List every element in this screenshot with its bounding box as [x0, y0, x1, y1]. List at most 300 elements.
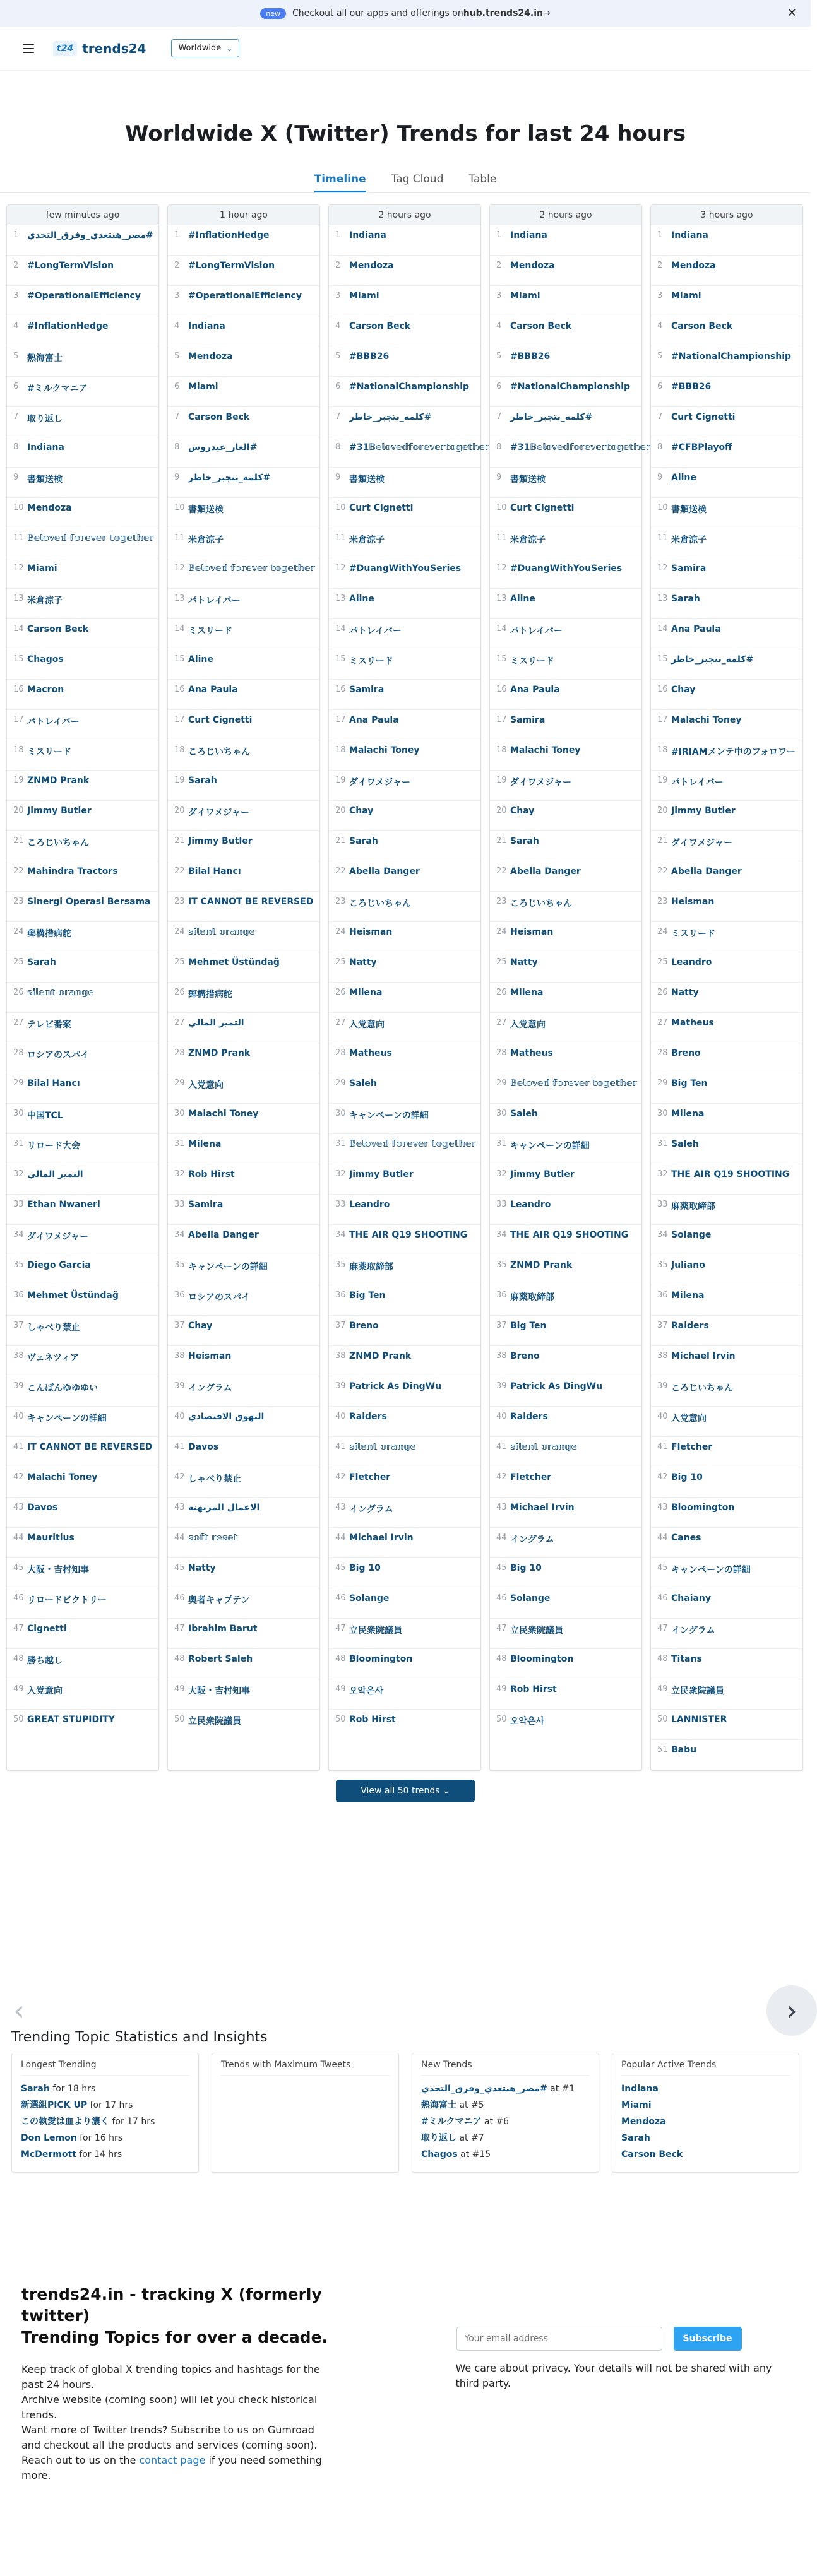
- trend-link[interactable]: Abella Danger: [510, 866, 581, 877]
- trend-link[interactable]: كلمه_بتجبر_خاطر#: [671, 654, 754, 665]
- trend-link[interactable]: Carson Beck: [671, 321, 733, 331]
- trend-link[interactable]: Mehmet Üstündağ: [188, 957, 280, 967]
- trend-link[interactable]: مصر_هنتعدي_وفرق_التحدي#: [421, 2084, 547, 2094]
- trend-link[interactable]: 米倉涼子: [510, 535, 546, 545]
- trend-link[interactable]: Samira: [188, 1200, 224, 1210]
- trend-link[interactable]: Jimmy Butler: [188, 836, 253, 846]
- trend-link[interactable]: Davos: [188, 1442, 219, 1452]
- trend-link[interactable]: Aline: [671, 473, 696, 483]
- tab-timeline[interactable]: Timeline: [314, 173, 366, 192]
- trend-link[interactable]: 入党意向: [349, 1020, 385, 1030]
- trend-link[interactable]: Michael Irvin: [510, 1503, 575, 1513]
- trend-link[interactable]: IT CANNOT BE REVERSED: [188, 897, 314, 907]
- trend-link[interactable]: #OperationalEfficiency: [188, 291, 302, 301]
- trend-link[interactable]: #BBB26: [349, 352, 390, 362]
- trend-link[interactable]: Ana Paula: [349, 715, 399, 725]
- trend-link[interactable]: Bilal Hancı: [188, 866, 241, 877]
- trend-link[interactable]: Curt Cignetti: [510, 503, 575, 513]
- trend-link[interactable]: Milena: [671, 1109, 705, 1119]
- trend-row: [490, 1710, 641, 1740]
- trend-link[interactable]: リロード大会: [27, 1141, 80, 1151]
- trend-link[interactable]: Mendoza: [621, 2117, 666, 2127]
- trend-link[interactable]: THE AIR Q19 SHOOTING: [671, 1169, 790, 1179]
- trend-link[interactable]: Matheus: [510, 1048, 553, 1058]
- trend-link[interactable]: キャンペーンの詳細: [27, 1414, 107, 1424]
- trend-link[interactable]: 𝔹𝕖𝕝𝕠𝕧𝕖𝕕 𝕗𝕠𝕣𝕖𝕧𝕖𝕣 𝕥𝕠𝕘𝕖𝕥𝕙𝕖𝕣: [510, 1078, 637, 1089]
- view-all-button[interactable]: [336, 1780, 475, 1802]
- trend-link[interactable]: ころじいちゃん: [510, 899, 572, 909]
- trend-link[interactable]: Breno: [671, 1048, 701, 1058]
- trend-row: [651, 498, 802, 528]
- trend-link[interactable]: مصر_هنتعدي_وفرق_التحدي#: [27, 230, 153, 240]
- trend-link[interactable]: 書類送検: [27, 475, 63, 485]
- trend-link[interactable]: Rob Hirst: [349, 1715, 396, 1725]
- trend-link[interactable]: 米倉涼子: [671, 535, 707, 545]
- trend-link[interactable]: Chaiany: [671, 1593, 712, 1604]
- trend-link[interactable]: Natty: [188, 1563, 216, 1573]
- stat-detail: at #7: [456, 2133, 484, 2143]
- trend-link[interactable]: Sarah: [188, 776, 217, 786]
- trend-rank: 10: [657, 503, 668, 512]
- trend-link[interactable]: ロシアのスパイ: [27, 1050, 89, 1060]
- trend-link[interactable]: Breno: [510, 1351, 540, 1361]
- trend-link[interactable]: Milena: [188, 1139, 222, 1149]
- trend-link[interactable]: Macron: [27, 685, 64, 695]
- trend-link[interactable]: イングラム: [510, 1535, 554, 1545]
- trend-link[interactable]: 麻薬取締部: [349, 1262, 393, 1272]
- trend-link[interactable]: #31𝔹𝕖𝕝𝕠𝕧𝕖𝕕𝕗𝕠𝕣𝕖𝕧𝕖𝕣𝕥𝕠𝕘𝕖𝕥𝕙𝕖𝕣: [349, 442, 490, 452]
- banner-link[interactable]: hub.trends24.in: [463, 8, 543, 18]
- trend-link[interactable]: Sarah: [21, 2084, 50, 2094]
- trend-link[interactable]: Ana Paula: [671, 624, 721, 634]
- trend-link[interactable]: Babu: [671, 1745, 697, 1755]
- trend-link[interactable]: Big Ten: [510, 1321, 547, 1331]
- trend-link[interactable]: 取り返し: [27, 414, 63, 424]
- trend-link[interactable]: 熱海富士: [27, 353, 63, 363]
- trend-rank: 50: [335, 1715, 346, 1724]
- logo-icon[interactable]: t24: [53, 41, 77, 56]
- trend-link[interactable]: Milena: [349, 988, 383, 998]
- trend-link[interactable]: Solange: [510, 1593, 551, 1604]
- trend-link[interactable]: Sinergi Operasi Bersama: [27, 897, 151, 907]
- trend-link[interactable]: ミスリード: [27, 747, 71, 757]
- trend-link[interactable]: キャンペーンの詳細: [510, 1141, 590, 1151]
- trend-link[interactable]: Sarah: [621, 2133, 650, 2143]
- trend-link[interactable]: 取り返し: [421, 2133, 456, 2143]
- hamburger-menu-icon[interactable]: [23, 44, 34, 53]
- trend-link[interactable]: 熱海富士: [421, 2100, 456, 2110]
- trend-link[interactable]: 立民衆院議員: [188, 1716, 241, 1727]
- trend-link[interactable]: Big 10: [671, 1472, 703, 1482]
- trend-link[interactable]: Mahindra Tractors: [27, 866, 118, 877]
- trend-link[interactable]: リロードビクトリー: [27, 1595, 107, 1605]
- trend-link[interactable]: イングラム: [188, 1383, 232, 1393]
- trend-link[interactable]: 𝕤𝕚𝕝𝕖𝕟𝕥 𝕠𝕣𝕒𝕟𝕘𝕖: [510, 1442, 577, 1452]
- trend-rank: 38: [657, 1351, 668, 1361]
- trend-link[interactable]: Miami: [27, 564, 57, 574]
- trend-link[interactable]: Miami: [188, 382, 218, 392]
- trend-link[interactable]: Davos: [27, 1503, 58, 1513]
- trend-link[interactable]: Jimmy Butler: [510, 1169, 575, 1179]
- trend-link[interactable]: GREAT STUPIDITY: [27, 1715, 115, 1725]
- trend-row: [7, 1498, 158, 1528]
- trend-link[interactable]: #OperationalEfficiency: [27, 291, 141, 301]
- trend-link[interactable]: 入党意向: [188, 1080, 224, 1090]
- trend-link[interactable]: Abella Danger: [671, 866, 742, 877]
- tab-tag-cloud[interactable]: Tag Cloud: [391, 173, 444, 186]
- trend-link[interactable]: Jimmy Butler: [27, 806, 92, 816]
- trend-link[interactable]: Matheus: [349, 1048, 392, 1058]
- trend-link[interactable]: 立民衆院議員: [510, 1626, 563, 1636]
- trend-link[interactable]: #DuangWithYouSeries: [510, 564, 623, 574]
- trend-link[interactable]: Chay: [671, 685, 696, 695]
- trend-link[interactable]: 米倉涼子: [188, 535, 224, 545]
- trend-link[interactable]: #NationalChampionship: [671, 352, 792, 362]
- trend-link[interactable]: 𝕤𝕚𝕝𝕖𝕟𝕥 𝕠𝕣𝕒𝕟𝕘𝕖: [349, 1442, 416, 1452]
- stat-line: [421, 2130, 590, 2146]
- trend-link[interactable]: Bilal Hancı: [27, 1078, 80, 1089]
- trend-link[interactable]: 立民衆院議員: [671, 1686, 724, 1696]
- trend-link[interactable]: Fletcher: [671, 1442, 713, 1452]
- trend-link[interactable]: 書類送検: [671, 505, 707, 515]
- trend-link[interactable]: Mendoza: [188, 352, 233, 362]
- email-input[interactable]: [456, 2327, 662, 2351]
- trend-link[interactable]: Natty: [510, 957, 538, 967]
- trend-link[interactable]: ミスリード: [510, 656, 554, 666]
- trend-link[interactable]: 中国TCL: [27, 1111, 63, 1121]
- trend-link[interactable]: イングラム: [349, 1504, 393, 1515]
- trend-link[interactable]: ZNMD Prank: [349, 1351, 412, 1361]
- trend-link[interactable]: Mendoza: [671, 261, 716, 271]
- trend-link[interactable]: 米倉涼子: [349, 535, 385, 545]
- trend-link[interactable]: ダイワメジャー: [27, 1232, 89, 1242]
- trend-link[interactable]: Indiana: [671, 230, 708, 240]
- trend-link[interactable]: パトレイバー: [510, 626, 563, 636]
- trend-link[interactable]: Miami: [621, 2100, 652, 2110]
- trend-link[interactable]: Ana Paula: [188, 685, 238, 695]
- trend-link[interactable]: كلمه_بتجبر_خاطر#: [510, 412, 593, 422]
- trend-link[interactable]: 入党意向: [510, 1020, 546, 1030]
- trend-link[interactable]: Carson Beck: [188, 412, 250, 422]
- trend-link[interactable]: Mehmet Üstündağ: [27, 1291, 119, 1301]
- trend-link[interactable]: Miami: [349, 291, 379, 301]
- trend-link[interactable]: التمير المالي: [27, 1169, 83, 1179]
- trend-rank: 49: [496, 1684, 507, 1694]
- trend-link[interactable]: Matheus: [671, 1018, 714, 1028]
- trend-link[interactable]: Big Ten: [671, 1078, 708, 1089]
- trend-link[interactable]: 入党意向: [27, 1686, 63, 1696]
- trend-link[interactable]: Jimmy Butler: [349, 1169, 414, 1179]
- trend-link[interactable]: Curt Cignetti: [188, 715, 253, 725]
- trend-link[interactable]: 奥者キャプテン: [188, 1595, 250, 1605]
- trend-link[interactable]: Chagos: [27, 654, 64, 665]
- trend-link[interactable]: Leandro: [671, 957, 712, 967]
- trend-link[interactable]: イングラム: [671, 1626, 715, 1636]
- trend-link[interactable]: Bloomington: [671, 1503, 735, 1513]
- trend-link[interactable]: 書類送検: [510, 475, 546, 485]
- trend-link[interactable]: Big Ten: [349, 1291, 386, 1301]
- trend-link[interactable]: しゃべり禁止: [27, 1323, 80, 1333]
- trend-link[interactable]: ころじいちゃん: [671, 1383, 733, 1393]
- trend-link[interactable]: LANNISTER: [671, 1715, 727, 1725]
- trend-link[interactable]: IT CANNOT BE REVERSED: [27, 1442, 153, 1452]
- trend-link[interactable]: Robert Saleh: [188, 1654, 253, 1664]
- trend-link[interactable]: Heisman: [671, 897, 715, 907]
- trend-rank: 4: [174, 321, 180, 331]
- trend-link[interactable]: Natty: [671, 988, 699, 998]
- trend-link[interactable]: ころじいちゃん: [188, 747, 250, 757]
- trend-link[interactable]: Samira: [510, 715, 546, 725]
- trend-link[interactable]: McDermott: [21, 2149, 76, 2159]
- trend-link[interactable]: Carson Beck: [510, 321, 572, 331]
- trend-link[interactable]: #InflationHedge: [27, 321, 109, 331]
- trend-link[interactable]: キャンペーンの詳細: [188, 1262, 268, 1272]
- trend-link[interactable]: 𝔹𝕖𝕝𝕠𝕧𝕖𝕕 𝕗𝕠𝕣𝕖𝕧𝕖𝕣 𝕥𝕠𝕘𝕖𝕥𝕙𝕖𝕣: [188, 564, 315, 574]
- trend-link[interactable]: Carson Beck: [621, 2149, 683, 2159]
- trend-link[interactable]: Juliano: [671, 1260, 705, 1270]
- trend-link[interactable]: #LongTermVision: [188, 261, 275, 271]
- trend-link[interactable]: الاعمال المرتهنه: [188, 1503, 260, 1513]
- trend-link[interactable]: ロシアのスパイ: [188, 1292, 250, 1303]
- trend-link[interactable]: 郵構措病舵: [27, 929, 71, 939]
- trend-link[interactable]: ころじいちゃん: [27, 838, 89, 848]
- trend-link[interactable]: #BBB26: [510, 352, 551, 362]
- trend-link[interactable]: Don Lemon: [21, 2133, 77, 2143]
- footer-heading-line1: trends24.in - tracking X (formerly twitter): [21, 2285, 322, 2325]
- trend-link[interactable]: Carson Beck: [349, 321, 411, 331]
- trend-link[interactable]: ZNMD Prank: [27, 776, 90, 786]
- trend-link[interactable]: #InflationHedge: [188, 230, 270, 240]
- trend-link[interactable]: Breno: [349, 1321, 379, 1331]
- trend-link[interactable]: كلمه_بتجبر_خاطر#: [188, 473, 271, 483]
- trend-link[interactable]: Ana Paula: [510, 685, 560, 695]
- trend-link[interactable]: Patrick As DingWu: [510, 1381, 603, 1391]
- trend-link[interactable]: 米倉涼子: [27, 596, 63, 606]
- trend-link[interactable]: Raiders: [349, 1412, 387, 1422]
- region-select[interactable]: [171, 39, 239, 57]
- trend-link[interactable]: Heisman: [510, 927, 554, 937]
- trend-link[interactable]: 오악은사: [510, 1716, 545, 1727]
- trend-link[interactable]: Malachi Toney: [349, 745, 420, 755]
- trend-link[interactable]: Saleh: [349, 1078, 377, 1089]
- trend-link[interactable]: Sarah: [671, 594, 700, 604]
- trend-link[interactable]: Aline: [349, 594, 374, 604]
- trend-link[interactable]: しゃべり禁止: [188, 1474, 241, 1484]
- trend-link[interactable]: パトレイバー: [27, 717, 80, 727]
- trend-link[interactable]: #IRIAMメンテ中のフォロワー: [671, 747, 796, 757]
- trend-link[interactable]: 𝕤𝕠𝕗𝕥 𝕣𝕖𝕤𝕖𝕥: [188, 1533, 238, 1543]
- trend-link[interactable]: Mendoza: [510, 261, 555, 271]
- trend-row: [7, 1255, 158, 1285]
- trend-link[interactable]: Sarah: [349, 836, 378, 846]
- trend-link[interactable]: Chagos: [421, 2149, 458, 2159]
- trend-link[interactable]: ZNMD Prank: [510, 1260, 573, 1270]
- trend-link[interactable]: Indiana: [621, 2084, 659, 2094]
- logo-text[interactable]: trends24: [82, 40, 146, 56]
- trend-link[interactable]: Patrick As DingWu: [349, 1381, 442, 1391]
- trend-link[interactable]: THE AIR Q19 SHOOTING: [349, 1230, 468, 1240]
- trend-link[interactable]: ZNMD Prank: [188, 1048, 251, 1058]
- trend-link[interactable]: 郵構措病舵: [188, 990, 232, 1000]
- trend-link[interactable]: Raiders: [671, 1321, 709, 1331]
- trend-link[interactable]: THE AIR Q19 SHOOTING: [510, 1230, 629, 1240]
- trend-link[interactable]: Leandro: [510, 1200, 551, 1210]
- trend-link[interactable]: #BBB26: [671, 382, 712, 392]
- trend-link[interactable]: ミスリード: [671, 929, 715, 939]
- trend-link[interactable]: 𝕤𝕚𝕝𝕖𝕟𝕥 𝕠𝕣𝕒𝕟𝕘𝕖: [188, 927, 255, 937]
- trend-link[interactable]: Malachi Toney: [188, 1109, 259, 1119]
- trend-link[interactable]: Solange: [671, 1230, 712, 1240]
- subscribe-button[interactable]: Subscribe: [674, 2327, 742, 2351]
- trend-link[interactable]: Malachi Toney: [27, 1472, 98, 1482]
- trend-link[interactable]: Chay: [510, 806, 535, 816]
- trend-link[interactable]: 立民衆院議員: [349, 1626, 402, 1636]
- trend-link[interactable]: التمير المالي: [188, 1018, 244, 1028]
- trend-link[interactable]: 入党意向: [671, 1414, 707, 1424]
- trend-link[interactable]: Indiana: [188, 321, 225, 331]
- trend-link[interactable]: Canes: [671, 1533, 701, 1543]
- trend-link[interactable]: كلمه_بتجبر_خاطر#: [349, 412, 432, 422]
- trend-link[interactable]: Fletcher: [510, 1472, 552, 1482]
- trend-link[interactable]: 勝ち越し: [27, 1656, 63, 1666]
- trend-link[interactable]: #ミルクマニア: [27, 384, 88, 394]
- trend-link[interactable]: ダイワメジャー: [349, 777, 411, 788]
- trend-link[interactable]: Big 10: [510, 1563, 542, 1573]
- trend-link[interactable]: 麻薬取締部: [671, 1202, 715, 1212]
- trend-link[interactable]: Abella Danger: [349, 866, 420, 877]
- trend-link[interactable]: Mauritius: [27, 1533, 75, 1543]
- trend-link[interactable]: Milena: [510, 988, 544, 998]
- trend-link[interactable]: ダイワメジャー: [188, 808, 250, 818]
- trend-link[interactable]: النهوق الاقتصادي: [188, 1412, 265, 1422]
- trend-link[interactable]: 新選組PICK UP: [21, 2100, 88, 2110]
- trend-link[interactable]: Mendoza: [27, 503, 72, 513]
- trend-row: [490, 740, 641, 771]
- trend-link[interactable]: Curt Cignetti: [671, 412, 736, 422]
- trend-link[interactable]: パトレイバー: [671, 777, 724, 788]
- next-arrow-icon[interactable]: ›: [766, 1985, 817, 2036]
- trend-link[interactable]: Fletcher: [349, 1472, 391, 1482]
- trend-link[interactable]: #ミルクマニア: [421, 2117, 482, 2127]
- trend-link[interactable]: Malachi Toney: [510, 745, 581, 755]
- trend-link[interactable]: Heisman: [349, 927, 393, 937]
- trend-link[interactable]: Abella Danger: [188, 1230, 259, 1240]
- trend-link[interactable]: Mendoza: [349, 261, 394, 271]
- trend-link[interactable]: #DuangWithYouSeries: [349, 564, 462, 574]
- trend-link[interactable]: 오악은사: [349, 1686, 384, 1696]
- trend-link[interactable]: 大阪・吉村知事: [188, 1686, 250, 1696]
- trend-link[interactable]: Rob Hirst: [188, 1169, 235, 1179]
- trend-link[interactable]: パトレイバー: [349, 626, 402, 636]
- trend-link[interactable]: Ibrahim Barut: [188, 1624, 258, 1634]
- trend-link[interactable]: Solange: [349, 1593, 390, 1604]
- trend-row: [651, 1285, 802, 1316]
- trend-link[interactable]: الغار_عيدروس#: [188, 442, 258, 452]
- trend-link[interactable]: Saleh: [671, 1139, 699, 1149]
- trend-link[interactable]: Michael Irvin: [349, 1533, 414, 1543]
- trend-link[interactable]: Ethan Nwaneri: [27, 1200, 100, 1210]
- trend-link[interactable]: ころじいちゃん: [349, 899, 411, 909]
- trend-link[interactable]: Miami: [671, 291, 701, 301]
- trend-link[interactable]: ミスリード: [349, 656, 393, 666]
- trend-link[interactable]: ダイワメジャー: [671, 838, 733, 848]
- trend-link[interactable]: こんばんゆゆゆい: [27, 1383, 98, 1393]
- trend-link[interactable]: 書類送検: [188, 505, 224, 515]
- trend-link[interactable]: #31𝔹𝕖𝕝𝕠𝕧𝕖𝕕𝕗𝕠𝕣𝕖𝕧𝕖𝕣𝕥𝕠𝕘𝕖𝕥𝕙𝕖𝕣: [510, 442, 651, 452]
- trend-link[interactable]: 𝕤𝕚𝕝𝕖𝕟𝕥 𝕠𝕣𝕒𝕟𝕘𝕖: [27, 988, 94, 998]
- trend-link[interactable]: Cignetti: [27, 1624, 67, 1634]
- trend-link[interactable]: 大阪・吉村知事: [27, 1565, 89, 1575]
- trend-link[interactable]: Indiana: [27, 442, 64, 452]
- trend-link[interactable]: この執愛は血より濃く: [21, 2117, 109, 2127]
- trend-link[interactable]: Chay: [349, 806, 374, 816]
- trend-link[interactable]: ダイワメジャー: [510, 777, 572, 788]
- trend-link[interactable]: #NationalChampionship: [510, 382, 631, 392]
- trend-link[interactable]: 書類送検: [349, 475, 385, 485]
- trend-link[interactable]: 𝔹𝕖𝕝𝕠𝕧𝕖𝕕 𝕗𝕠𝕣𝕖𝕧𝕖𝕣 𝕥𝕠𝕘𝕖𝕥𝕙𝕖𝕣: [27, 533, 154, 543]
- trend-rank: 34: [657, 1230, 668, 1239]
- trend-link[interactable]: Aline: [188, 654, 213, 665]
- trend-link[interactable]: Saleh: [510, 1109, 538, 1119]
- trend-link[interactable]: Malachi Toney: [671, 715, 742, 725]
- trend-link[interactable]: Natty: [349, 957, 377, 967]
- trend-link[interactable]: Bloomington: [510, 1654, 574, 1664]
- trend-rank: 26: [174, 988, 185, 997]
- trend-link[interactable]: Miami: [510, 291, 540, 301]
- trend-link[interactable]: ミスリード: [188, 626, 232, 636]
- trend-link[interactable]: Jimmy Butler: [671, 806, 736, 816]
- trend-link[interactable]: Samira: [349, 685, 385, 695]
- tab-table[interactable]: Table: [468, 173, 497, 186]
- trend-link[interactable]: 𝔹𝕖𝕝𝕠𝕧𝕖𝕕 𝕗𝕠𝕣𝕖𝕧𝕖𝕣 𝕥𝕠𝕘𝕖𝕥𝕙𝕖𝕣: [349, 1139, 476, 1149]
- trend-link[interactable]: Curt Cignetti: [349, 503, 414, 513]
- trend-link[interactable]: Big 10: [349, 1563, 381, 1573]
- trend-link[interactable]: Aline: [510, 594, 535, 604]
- trend-link[interactable]: Rob Hirst: [510, 1684, 557, 1694]
- trend-link[interactable]: テレビ番案: [27, 1020, 71, 1030]
- trend-link[interactable]: Milena: [671, 1291, 705, 1301]
- trend-link[interactable]: #CFBPlayoff: [671, 442, 732, 452]
- trend-link[interactable]: Raiders: [510, 1412, 548, 1422]
- trend-link[interactable]: Titans: [671, 1654, 702, 1664]
- trend-link[interactable]: 麻薬取締部: [510, 1292, 554, 1303]
- trend-link[interactable]: Michael Irvin: [671, 1351, 736, 1361]
- trend-link[interactable]: Indiana: [349, 230, 386, 240]
- previous-arrow-icon[interactable]: ‹: [13, 1994, 25, 2027]
- trend-link[interactable]: Bloomington: [349, 1654, 413, 1664]
- trend-link[interactable]: ヴェネツィア: [27, 1353, 80, 1363]
- trend-link[interactable]: キャンペーンの詳細: [671, 1565, 751, 1575]
- trend-row: [168, 1710, 319, 1740]
- trend-link[interactable]: Sarah: [27, 957, 56, 967]
- trend-link[interactable]: Sarah: [510, 836, 539, 846]
- trend-link[interactable]: Leandro: [349, 1200, 390, 1210]
- trend-link[interactable]: Indiana: [510, 230, 547, 240]
- trend-link[interactable]: #NationalChampionship: [349, 382, 470, 392]
- close-icon[interactable]: ✕: [787, 6, 797, 20]
- trend-row: [168, 286, 319, 316]
- trend-link[interactable]: Heisman: [188, 1351, 232, 1361]
- trend-link[interactable]: Chay: [188, 1321, 213, 1331]
- trend-link[interactable]: #LongTermVision: [27, 261, 114, 271]
- trend-link[interactable]: Diego Garcia: [27, 1260, 91, 1270]
- trend-link[interactable]: Samira: [671, 564, 707, 574]
- trend-link[interactable]: キャンペーンの詳細: [349, 1111, 429, 1121]
- trend-link[interactable]: パトレイバー: [188, 596, 241, 606]
- stat-line: [421, 2113, 590, 2130]
- trend-link[interactable]: Carson Beck: [27, 624, 89, 634]
- contact-page-link[interactable]: contact page: [139, 2454, 206, 2466]
